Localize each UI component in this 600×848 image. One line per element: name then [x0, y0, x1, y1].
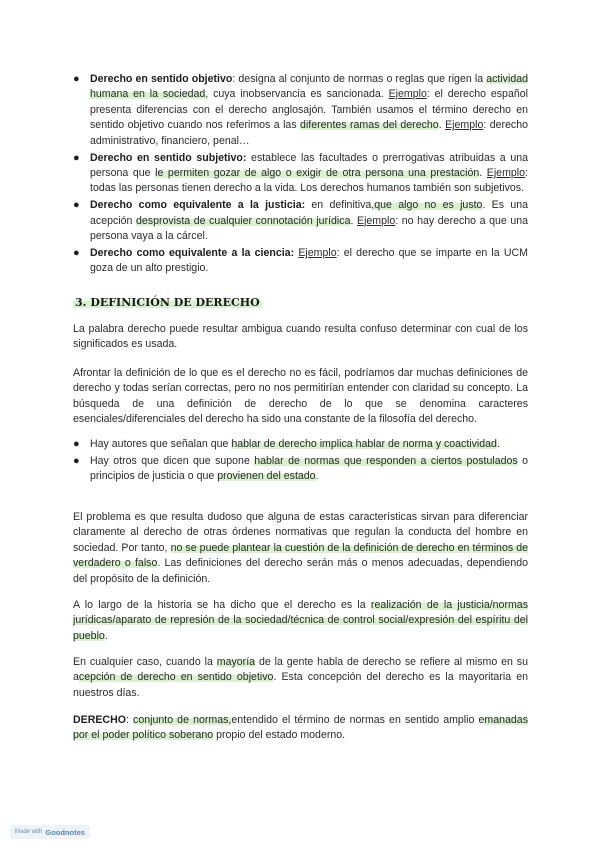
- text: .: [315, 470, 319, 483]
- text: : no hay derecho a que una persona vaya a la cárcel.: [90, 214, 529, 243]
- bullet-icon: ●: [73, 199, 80, 212]
- bullet-icon: ●: [73, 151, 80, 164]
- term: Derecho en sentido subjetivo:: [90, 151, 247, 164]
- text: Hay autores que señalan que: [90, 438, 232, 450]
- text: .: [496, 438, 500, 450]
- text: .: [479, 166, 487, 179]
- list-item: [73, 151, 528, 197]
- text: .: [438, 119, 446, 132]
- highlight: cepción de derecho en sentido objetivo: [78, 671, 274, 684]
- text: . Las definiciones del derecho serán más o menos adecuadas, dependiendo del propósito de la definición.: [73, 557, 529, 585]
- text: establece las facultades o prerrogativas atribuidas a una persona que: [90, 151, 528, 179]
- list-item: [73, 437, 528, 452]
- paragraph: [73, 598, 528, 644]
- list-item: [73, 198, 529, 244]
- text: . Es una acepción: [90, 199, 529, 227]
- paragraph: [73, 655, 528, 701]
- text: : derecho administrativo, financiero, penal…: [90, 119, 528, 147]
- list-item: [73, 246, 528, 277]
- highlight: mayoría: [216, 656, 256, 668]
- text: : todas las personas tienen derecho a la vida. Los derechos humanos también son subjetivos.: [90, 166, 528, 195]
- text: : el derecho que se imparte en la UCM goza de un alto prestigio.: [90, 246, 528, 275]
- example-label: Ejemplo: [357, 214, 396, 227]
- list-item: [73, 72, 528, 149]
- text: : designa al conjunto de normas o reglas que rigen la: [232, 73, 487, 85]
- text: En cualquier caso, cuando la: [73, 656, 217, 668]
- highlight: manadas por el poder político soberano: [73, 714, 528, 742]
- text: entendido el término de normas en sentido amplio e: [231, 714, 485, 726]
- made-with-label: Made with: [15, 829, 43, 835]
- text: A lo largo de la historia se ha dicho que el derecho es la: [73, 599, 371, 611]
- highlight: conjunto de normas,: [133, 714, 232, 726]
- term: Derecho en sentido objetivo: [90, 73, 233, 85]
- text: . Esta concepción del derecho es la mayoritaria en nuestros días.: [73, 671, 528, 699]
- definitions-list: [73, 72, 529, 278]
- authors-list: [73, 437, 528, 486]
- highlight: hablar de derecho implica hablar de norma y coactividad: [231, 438, 497, 450]
- list-item: [73, 454, 528, 485]
- term: Derecho como equivalente a la justicia:: [90, 199, 306, 212]
- paragraph: La palabra derecho puede resultar ambigua cuando resulta confuso determinar con cual de los significados es usada.: [73, 323, 528, 351]
- bullet-icon: ●: [73, 438, 80, 450]
- text: .: [350, 214, 357, 227]
- text: en definitiva,: [305, 199, 375, 212]
- text: o principios de justicia o que: [90, 454, 528, 483]
- bullet-icon: ●: [73, 73, 80, 85]
- example-label: Ejemplo: [486, 166, 526, 179]
- highlight: hablar de normas que responden a ciertos postulados: [254, 454, 518, 467]
- section-heading: 3. DEFINICIÓN DE DERECHO: [75, 296, 260, 309]
- paragraph: Afrontar la definición de lo que es el derecho no es fácil, podríamos dar muchas definiciones de derecho y todas serían correctas, pero no nos permitirían entender con claridad su concepto. La búsqueda de una definición de derecho de lo que se denomina caracteres esenciales/diferenciales del derecho ha sido una constante de la filosofía del derecho.: [73, 367, 528, 426]
- highlight: le permiten gozar de algo o exigir de otra persona una prestación: [155, 166, 480, 179]
- text: : el derecho español presenta diferencias con el derecho anglosajón. También usamos el término derecho en sentido objetivo cuando nos referimos a las: [90, 88, 528, 132]
- text: .: [104, 629, 108, 642]
- term: Derecho como equivalente a la ciencia:: [90, 246, 295, 259]
- highlight: desprovista de cualquier connotación jurídica: [135, 214, 351, 227]
- example-label: Ejemplo: [298, 246, 337, 259]
- goodnotes-logo: Goodnotes: [45, 827, 85, 837]
- text: Hay otros que dicen que supone: [90, 454, 255, 467]
- highlight: no se puede plantear la cuestión de la definición de derecho en términos de verdadero o falso: [73, 541, 528, 570]
- example-label: Ejemplo: [388, 88, 427, 101]
- text: propio del estado moderno.: [213, 729, 346, 742]
- paragraph: [73, 510, 528, 587]
- bullet-icon: ●: [73, 246, 80, 259]
- text: de la gente habla de derecho se refiere al mismo en su a: [73, 656, 528, 684]
- text: :: [125, 714, 134, 726]
- term: DERECHO: [73, 714, 126, 726]
- text: , cuya inobservancia es sancionada.: [205, 88, 389, 101]
- goodnotes-badge: [10, 825, 90, 839]
- example-label: Ejemplo: [445, 119, 484, 132]
- text: El problema es que resulta dudoso que alguna de estas características sirvan para diferenciar claramente al derecho de otras órdenes normativas que regulan la conducta del hombre en sociedad. Por tanto,: [73, 511, 528, 554]
- highlight: realización de la justicia/normas jurídicas/aparato de represión de la sociedad/técnica de control social/expresión del espíritu del pueblo: [73, 599, 528, 642]
- paragraph: [73, 713, 528, 744]
- highlight: que algo no es justo: [374, 199, 483, 212]
- highlight: diferentes ramas del derecho: [300, 119, 439, 132]
- bullet-icon: ●: [73, 454, 80, 467]
- highlight: provienen del estado: [217, 470, 316, 483]
- highlight: actividad humana en la sociedad: [90, 73, 528, 101]
